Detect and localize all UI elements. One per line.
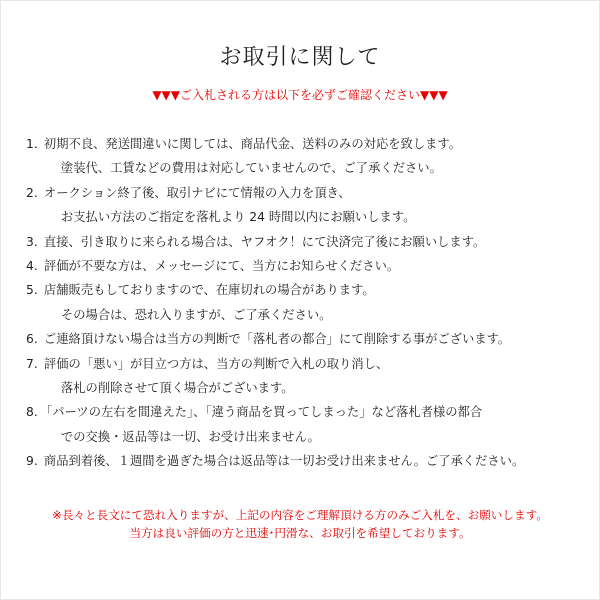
list-item [26, 132, 584, 156]
list-item [26, 181, 584, 205]
list-item [26, 254, 584, 278]
item-text: ご連絡頂けない場合は当方の判断で「落札者の都合」にて削除する事がございます。 [43, 332, 511, 347]
item-number: 3. [26, 234, 38, 249]
item-text: その場合は、恐れ入りますが、ご了承ください。 [60, 307, 332, 322]
list-item [26, 230, 584, 254]
list-item-continuation [26, 156, 584, 180]
item-text: お支払い方法のご指定を落札より 24 時間以内にお願いします。 [60, 210, 416, 225]
footer-line: 当方は良い評価の方と迅速･円滑な、お取引を希望しております。 [129, 526, 471, 540]
item-text: 評価が不要な方は、メッセージにて、当方にお知らせください。 [43, 259, 400, 274]
item-text: オークション終了後、取引ナビにて情報の入力を頂き、 [43, 185, 351, 200]
item-number: 4. [26, 259, 38, 274]
list-item [26, 352, 584, 376]
list-item-continuation [26, 425, 584, 449]
item-text: 評価の「悪い」が目立つ方は、当方の判断で入札の取り消し、 [43, 356, 389, 371]
item-text: 商品到着後、１週間を過ぎた場合は返品等は一切お受け出来ません。ご了承ください。 [43, 454, 525, 469]
item-text: 店舗販売もしておりますので、在庫切れの場合があります。 [43, 283, 375, 298]
footer-line: ※長々と長文にて恐れ入りますが、上記の内容をご理解頂ける方のみご入札を、お願いします。 [52, 508, 548, 522]
item-text: 直接、引き取りに来られる場合は、ヤフオク！にて決済完了後にお願いします。 [43, 234, 486, 249]
footer-note [0, 506, 600, 542]
list-item [26, 278, 584, 302]
list-item [26, 449, 584, 473]
list-item-continuation [26, 205, 584, 229]
item-text: での交換・返品等は一切、お受け出来ません。 [60, 429, 320, 444]
terms-list [26, 132, 584, 474]
item-number: 2. [26, 185, 38, 200]
item-number: 6. [26, 332, 38, 347]
list-item [26, 400, 584, 424]
item-number: 9. [26, 454, 38, 469]
item-text: 初期不良、発送間違いに関しては、商品代金、送料のみの対応を致します。 [43, 137, 462, 151]
list-item-continuation [26, 303, 584, 327]
item-text: 落札の削除させて頂く場合がございます。 [60, 381, 294, 396]
item-number: 5. [26, 283, 38, 298]
item-text: 塗装代、工賃などの費用は対応していませんので、ご了承ください。 [60, 161, 442, 176]
list-item [26, 327, 584, 351]
item-number: 8. [26, 405, 38, 420]
list-item-continuation [26, 376, 584, 400]
warning-banner: ▼▼▼ご入札される方は以下を必ずご確認ください▼▼▼ [152, 88, 448, 102]
item-text: 「パーツの左右を間違えた」、「違う商品を買ってしまった」など落札者様の都合 [40, 405, 483, 420]
item-number: 7. [26, 356, 38, 371]
page-title: お取引に関して [219, 45, 381, 70]
item-number: 1. [26, 137, 38, 151]
